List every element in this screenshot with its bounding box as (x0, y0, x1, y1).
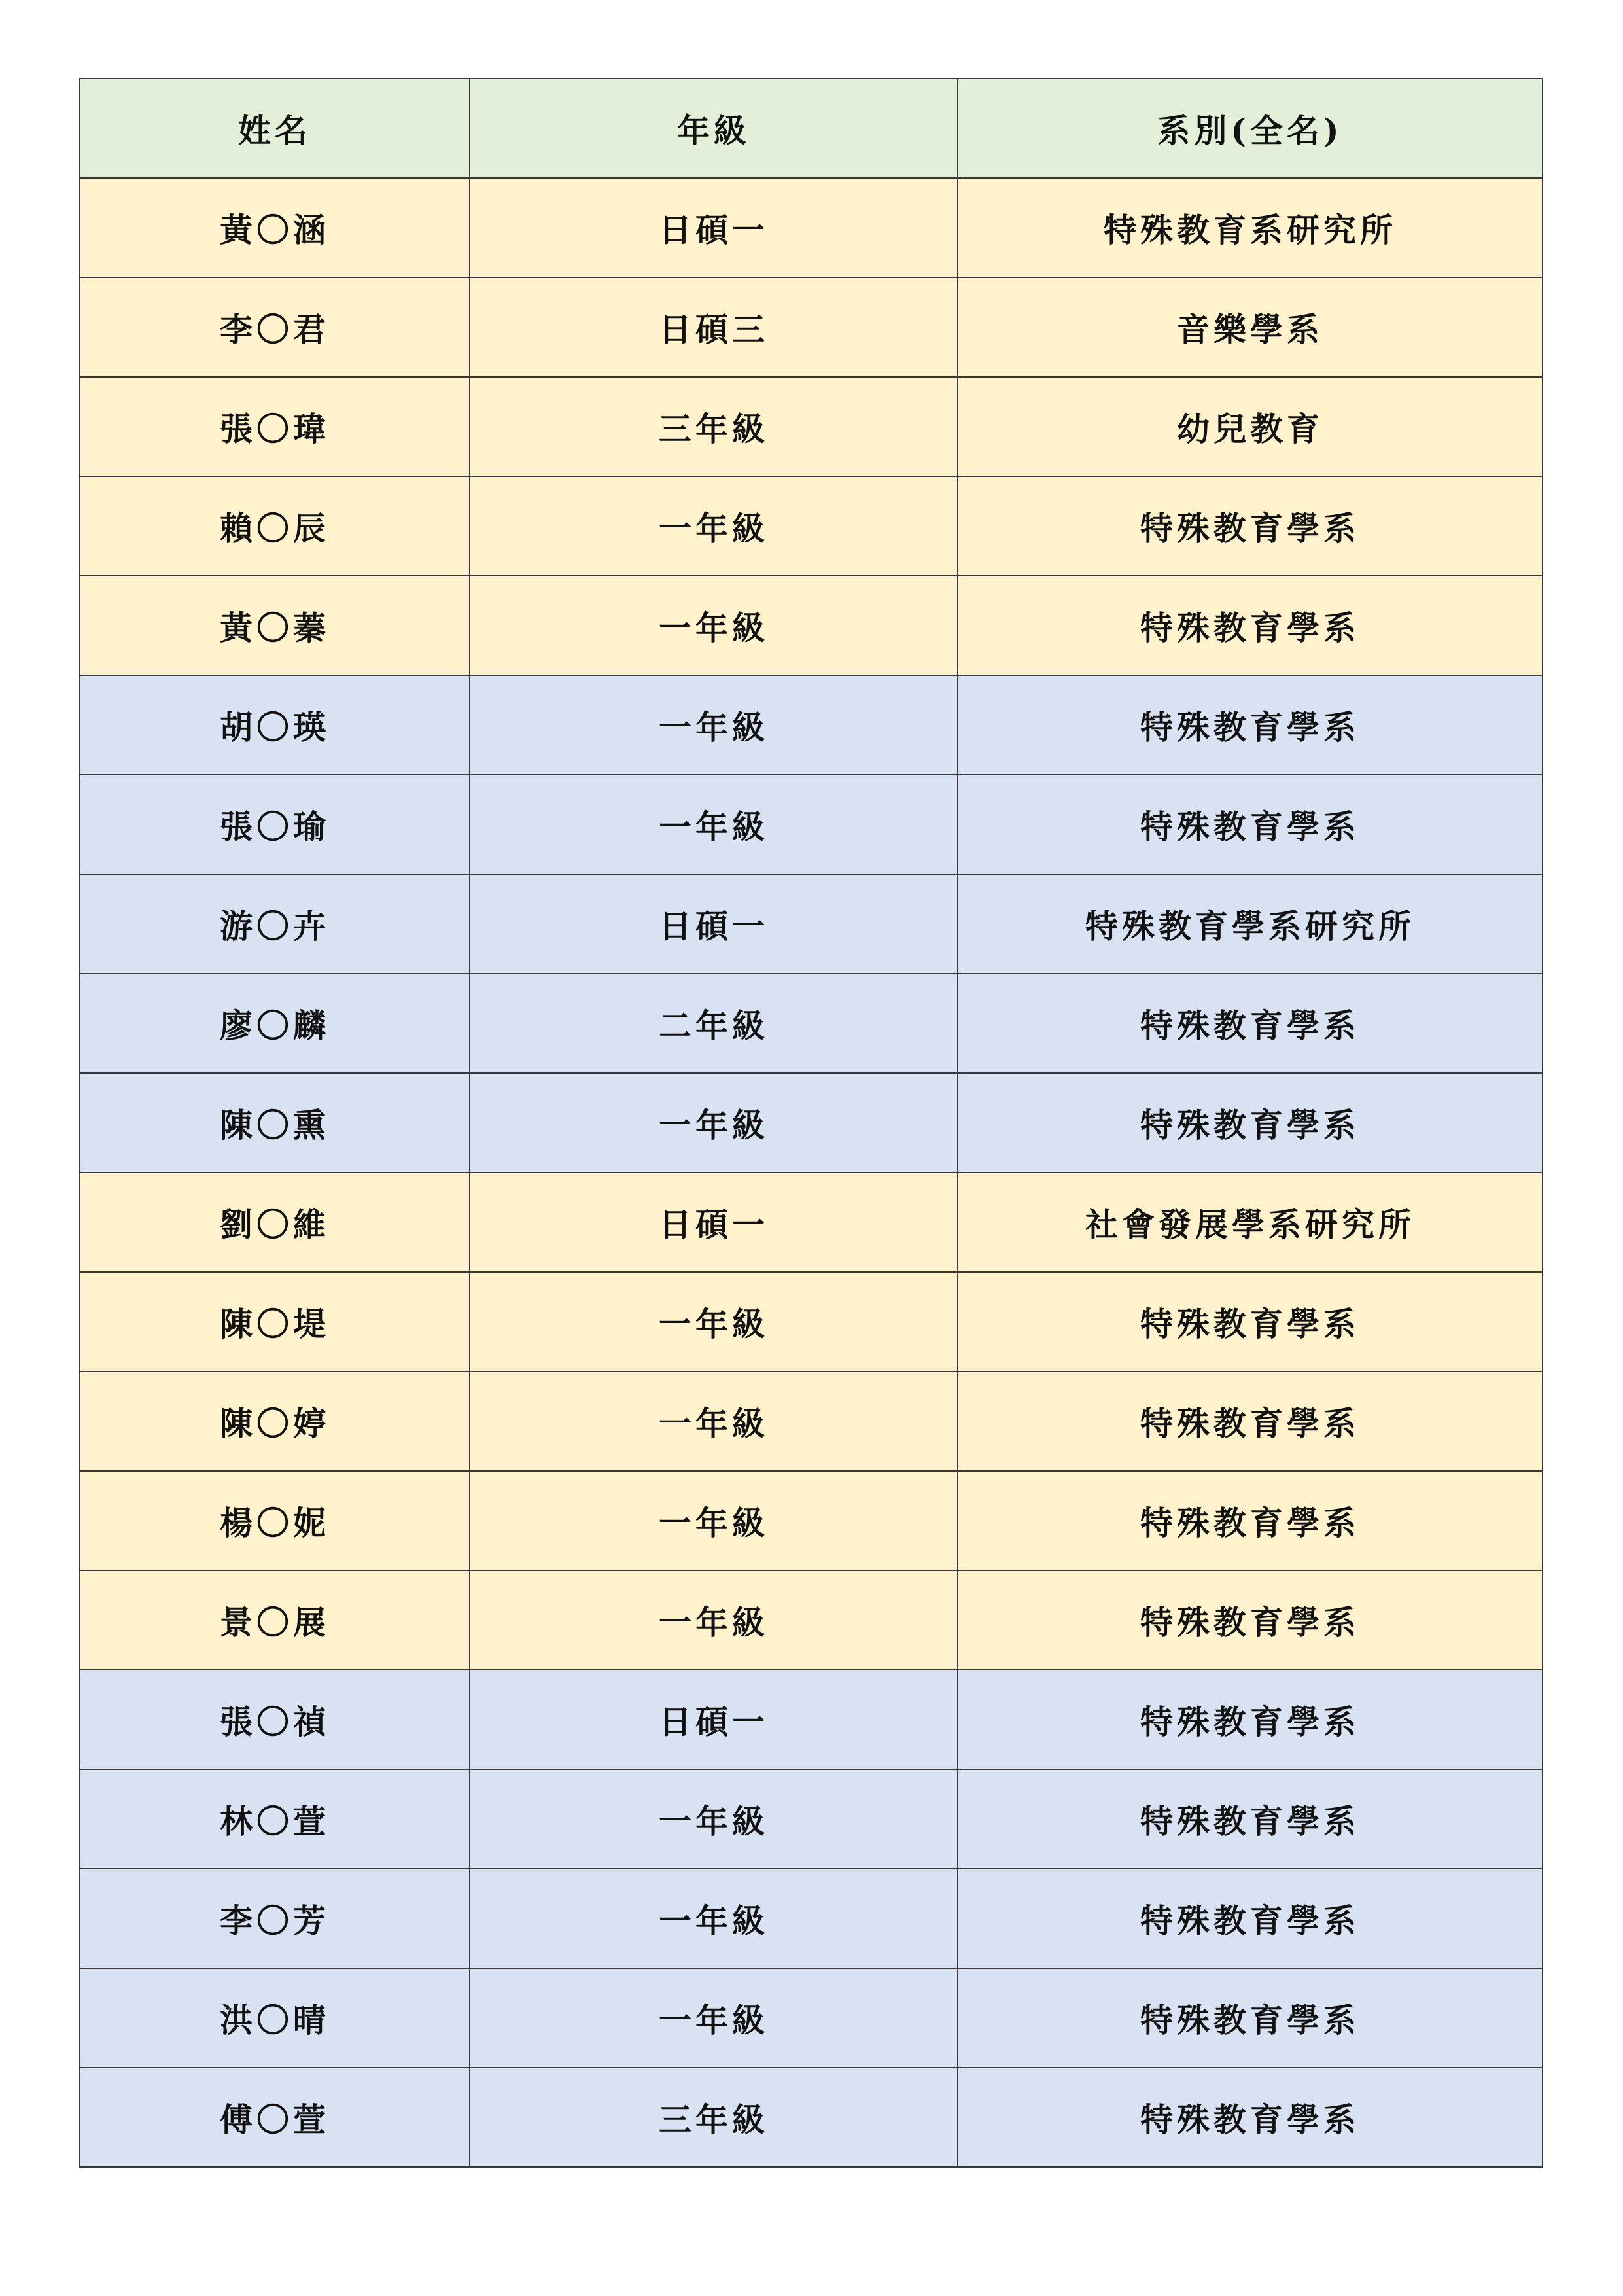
table-row (80, 1670, 1543, 1769)
grade-cell: 一年級 (470, 476, 958, 576)
header-grade: 年級 (470, 79, 958, 178)
department-cell: 特殊教育學系 (958, 775, 1543, 874)
grade-cell: 日碩一 (470, 1670, 958, 1769)
grade-cell: 一年級 (470, 1968, 958, 2068)
department-cell: 幼兒教育 (958, 377, 1543, 476)
department-cell: 特殊教育學系 (958, 1968, 1543, 2068)
grade-cell: 一年級 (470, 1769, 958, 1869)
table-row (80, 2068, 1543, 2167)
student-name-cell: 楊〇妮 (80, 1471, 470, 1570)
student-name-cell: 傅〇萱 (80, 2068, 470, 2167)
table-row (80, 874, 1543, 974)
table-row (80, 1371, 1543, 1471)
department-cell: 特殊教育學系 (958, 1272, 1543, 1371)
table-row (80, 974, 1543, 1073)
department-cell: 特殊教育學系 (958, 1471, 1543, 1570)
student-name-cell: 陳〇婷 (80, 1371, 470, 1471)
grade-cell: 一年級 (470, 576, 958, 675)
table-row (80, 1869, 1543, 1968)
table-row (80, 1073, 1543, 1173)
grade-cell: 三年級 (470, 377, 958, 476)
department-cell: 特殊教育學系 (958, 1769, 1543, 1869)
table-row (80, 476, 1543, 576)
student-name-cell: 李〇君 (80, 277, 470, 377)
department-cell: 特殊教育學系 (958, 1570, 1543, 1670)
student-name-cell: 李〇芳 (80, 1869, 470, 1968)
table-row (80, 576, 1543, 675)
student-name-cell: 景〇展 (80, 1570, 470, 1670)
department-cell: 特殊教育學系研究所 (958, 874, 1543, 974)
grade-cell: 一年級 (470, 1272, 958, 1371)
table-row (80, 1769, 1543, 1869)
table-row (80, 1471, 1543, 1570)
student-roster-table (79, 78, 1543, 2168)
grade-cell: 日碩三 (470, 277, 958, 377)
grade-cell: 一年級 (470, 1471, 958, 1570)
department-cell: 特殊教育學系 (958, 576, 1543, 675)
header-name: 姓名 (80, 79, 470, 178)
table-row (80, 1968, 1543, 2068)
student-name-cell: 劉〇維 (80, 1173, 470, 1272)
grade-cell: 日碩一 (470, 874, 958, 974)
table-header (80, 79, 1543, 178)
grade-cell: 一年級 (470, 775, 958, 874)
table-row (80, 775, 1543, 874)
table-row (80, 178, 1543, 277)
grade-cell: 一年級 (470, 1371, 958, 1471)
student-name-cell: 廖〇麟 (80, 974, 470, 1073)
department-cell: 特殊教育學系 (958, 2068, 1543, 2167)
student-name-cell: 陳〇熏 (80, 1073, 470, 1173)
department-cell: 社會發展學系研究所 (958, 1173, 1543, 1272)
student-name-cell: 黃〇蓁 (80, 576, 470, 675)
department-cell: 特殊教育學系 (958, 1073, 1543, 1173)
department-cell: 特殊教育學系 (958, 1869, 1543, 1968)
student-name-cell: 林〇萱 (80, 1769, 470, 1869)
grade-cell: 一年級 (470, 1570, 958, 1670)
department-cell: 特殊教育學系 (958, 974, 1543, 1073)
student-name-cell: 黃〇涵 (80, 178, 470, 277)
department-cell: 特殊教育學系 (958, 476, 1543, 576)
department-cell: 特殊教育系研究所 (958, 178, 1543, 277)
student-name-cell: 張〇瑋 (80, 377, 470, 476)
department-cell: 特殊教育學系 (958, 1670, 1543, 1769)
grade-cell: 日碩一 (470, 178, 958, 277)
grade-cell: 一年級 (470, 675, 958, 775)
student-name-cell: 張〇瑜 (80, 775, 470, 874)
table-row (80, 675, 1543, 775)
department-cell: 特殊教育學系 (958, 675, 1543, 775)
grade-cell: 一年級 (470, 1869, 958, 1968)
header-department: 系別(全名) (958, 79, 1543, 178)
department-cell: 音樂學系 (958, 277, 1543, 377)
student-name-cell: 游〇卉 (80, 874, 470, 974)
student-name-cell: 賴〇辰 (80, 476, 470, 576)
grade-cell: 一年級 (470, 1073, 958, 1173)
table-row (80, 377, 1543, 476)
table-row (80, 1570, 1543, 1670)
grade-cell: 二年級 (470, 974, 958, 1073)
table-row (80, 277, 1543, 377)
grade-cell: 三年級 (470, 2068, 958, 2167)
table-row (80, 1173, 1543, 1272)
department-cell: 特殊教育學系 (958, 1371, 1543, 1471)
student-name-cell: 洪〇晴 (80, 1968, 470, 2068)
student-name-cell: 張〇禎 (80, 1670, 470, 1769)
grade-cell: 日碩一 (470, 1173, 958, 1272)
header-row (80, 79, 1543, 178)
table-row (80, 1272, 1543, 1371)
student-name-cell: 陳〇堤 (80, 1272, 470, 1371)
table-body (80, 178, 1543, 2167)
student-name-cell: 胡〇瑛 (80, 675, 470, 775)
